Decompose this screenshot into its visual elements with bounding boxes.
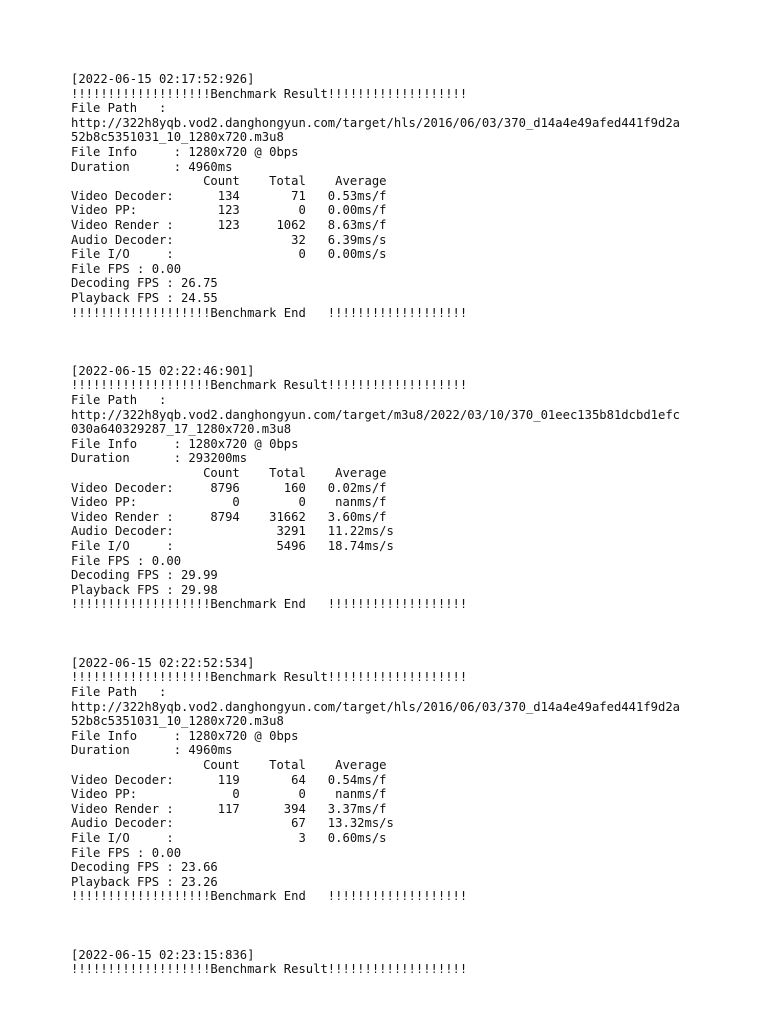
log-line: Decoding FPS : 23.66 xyxy=(71,860,218,875)
log-line: [2022-06-15 02:23:15:836] xyxy=(71,947,255,962)
log-line: Playback FPS : 24.55 xyxy=(71,290,218,305)
log-line: 030a640329287_17_1280x720.m3u8 xyxy=(71,422,292,437)
log-line: !!!!!!!!!!!!!!!!!!!Benchmark Result!!!!!!!!!!!!!!!!!!! xyxy=(71,670,468,685)
log-line: File I/O : 3 0.60ms/s xyxy=(71,830,387,845)
log-line: Video Decoder: 134 71 0.53ms/f xyxy=(71,188,387,203)
benchmark-log-document xyxy=(71,72,761,977)
log-line: Video PP: 0 0 nanms/f xyxy=(71,787,387,802)
log-line: !!!!!!!!!!!!!!!!!!!Benchmark Result!!!!!!!!!!!!!!!!!!! xyxy=(71,86,468,101)
log-line: !!!!!!!!!!!!!!!!!!!Benchmark End !!!!!!!!!!!!!!!!!!! xyxy=(71,597,468,612)
log-line: Video Decoder: 119 64 0.54ms/f xyxy=(71,772,387,787)
log-line: Playback FPS : 23.26 xyxy=(71,874,218,889)
log-line: !!!!!!!!!!!!!!!!!!!Benchmark Result!!!!!!!!!!!!!!!!!!! xyxy=(71,962,468,977)
log-line: Video Decoder: 8796 160 0.02ms/f xyxy=(71,480,387,495)
log-line: Count Total Average xyxy=(71,466,387,481)
log-line: http://322h8yqb.vod2.danghongyun.com/target/hls/2016/06/03/370_d14a4e49afed441f9d2a xyxy=(71,699,681,714)
log-line: Duration : 4960ms xyxy=(71,743,233,758)
log-line: Decoding FPS : 29.99 xyxy=(71,568,218,583)
log-line: Count Total Average xyxy=(71,174,387,189)
log-line: File Path : xyxy=(71,684,167,699)
log-line: File Info : 1280x720 @ 0bps xyxy=(71,144,299,159)
log-line: File Path : xyxy=(71,393,167,408)
log-line: Video Render : 117 394 3.37ms/f xyxy=(71,801,387,816)
log-line: !!!!!!!!!!!!!!!!!!!Benchmark End !!!!!!!!!!!!!!!!!!! xyxy=(71,889,468,904)
log-line: Video PP: 0 0 nanms/f xyxy=(71,495,387,510)
log-line: Count Total Average xyxy=(71,757,387,772)
log-line: File Info : 1280x720 @ 0bps xyxy=(71,728,299,743)
log-line: File Path : xyxy=(71,101,167,116)
benchmark-log-entry xyxy=(71,656,761,904)
log-line: Decoding FPS : 26.75 xyxy=(71,276,218,291)
log-line: !!!!!!!!!!!!!!!!!!!Benchmark Result!!!!!!!!!!!!!!!!!!! xyxy=(71,378,468,393)
log-line: Audio Decoder: 3291 11.22ms/s xyxy=(71,524,394,539)
log-line: 52b8c5351031_10_1280x720.m3u8 xyxy=(71,714,284,729)
log-line: 52b8c5351031_10_1280x720.m3u8 xyxy=(71,130,284,145)
log-line: File Info : 1280x720 @ 0bps xyxy=(71,436,299,451)
log-line: Video PP: 123 0 0.00ms/f xyxy=(71,203,387,218)
log-line: File FPS : 0.00 xyxy=(71,261,182,276)
log-line: Duration : 4960ms xyxy=(71,159,233,174)
benchmark-log-entry xyxy=(71,364,761,612)
log-line: Audio Decoder: 67 13.32ms/s xyxy=(71,816,394,831)
log-line: Video Render : 8794 31662 3.60ms/f xyxy=(71,509,387,524)
log-line: http://322h8yqb.vod2.danghongyun.com/target/hls/2016/06/03/370_d14a4e49afed441f9d2a xyxy=(71,115,681,130)
log-line: Duration : 293200ms xyxy=(71,451,248,466)
log-line: !!!!!!!!!!!!!!!!!!!Benchmark End !!!!!!!!!!!!!!!!!!! xyxy=(71,305,468,320)
benchmark-log-entry xyxy=(71,72,761,320)
log-line: [2022-06-15 02:22:46:901] xyxy=(71,363,255,378)
log-line: [2022-06-15 02:22:52:534] xyxy=(71,655,255,670)
log-line: File FPS : 0.00 xyxy=(71,845,182,860)
log-line: File I/O : 5496 18.74ms/s xyxy=(71,539,394,554)
log-line: Video Render : 123 1062 8.63ms/f xyxy=(71,217,387,232)
log-line: http://322h8yqb.vod2.danghongyun.com/target/m3u8/2022/03/10/370_01eec135b81dcbd1efc xyxy=(71,407,681,422)
log-line: [2022-06-15 02:17:52:926] xyxy=(71,72,255,86)
log-line: File FPS : 0.00 xyxy=(71,553,182,568)
log-line: File I/O : 0 0.00ms/s xyxy=(71,247,387,262)
log-line: Playback FPS : 29.98 xyxy=(71,582,218,597)
benchmark-log-entry xyxy=(71,948,761,977)
log-line: Audio Decoder: 32 6.39ms/s xyxy=(71,232,387,247)
